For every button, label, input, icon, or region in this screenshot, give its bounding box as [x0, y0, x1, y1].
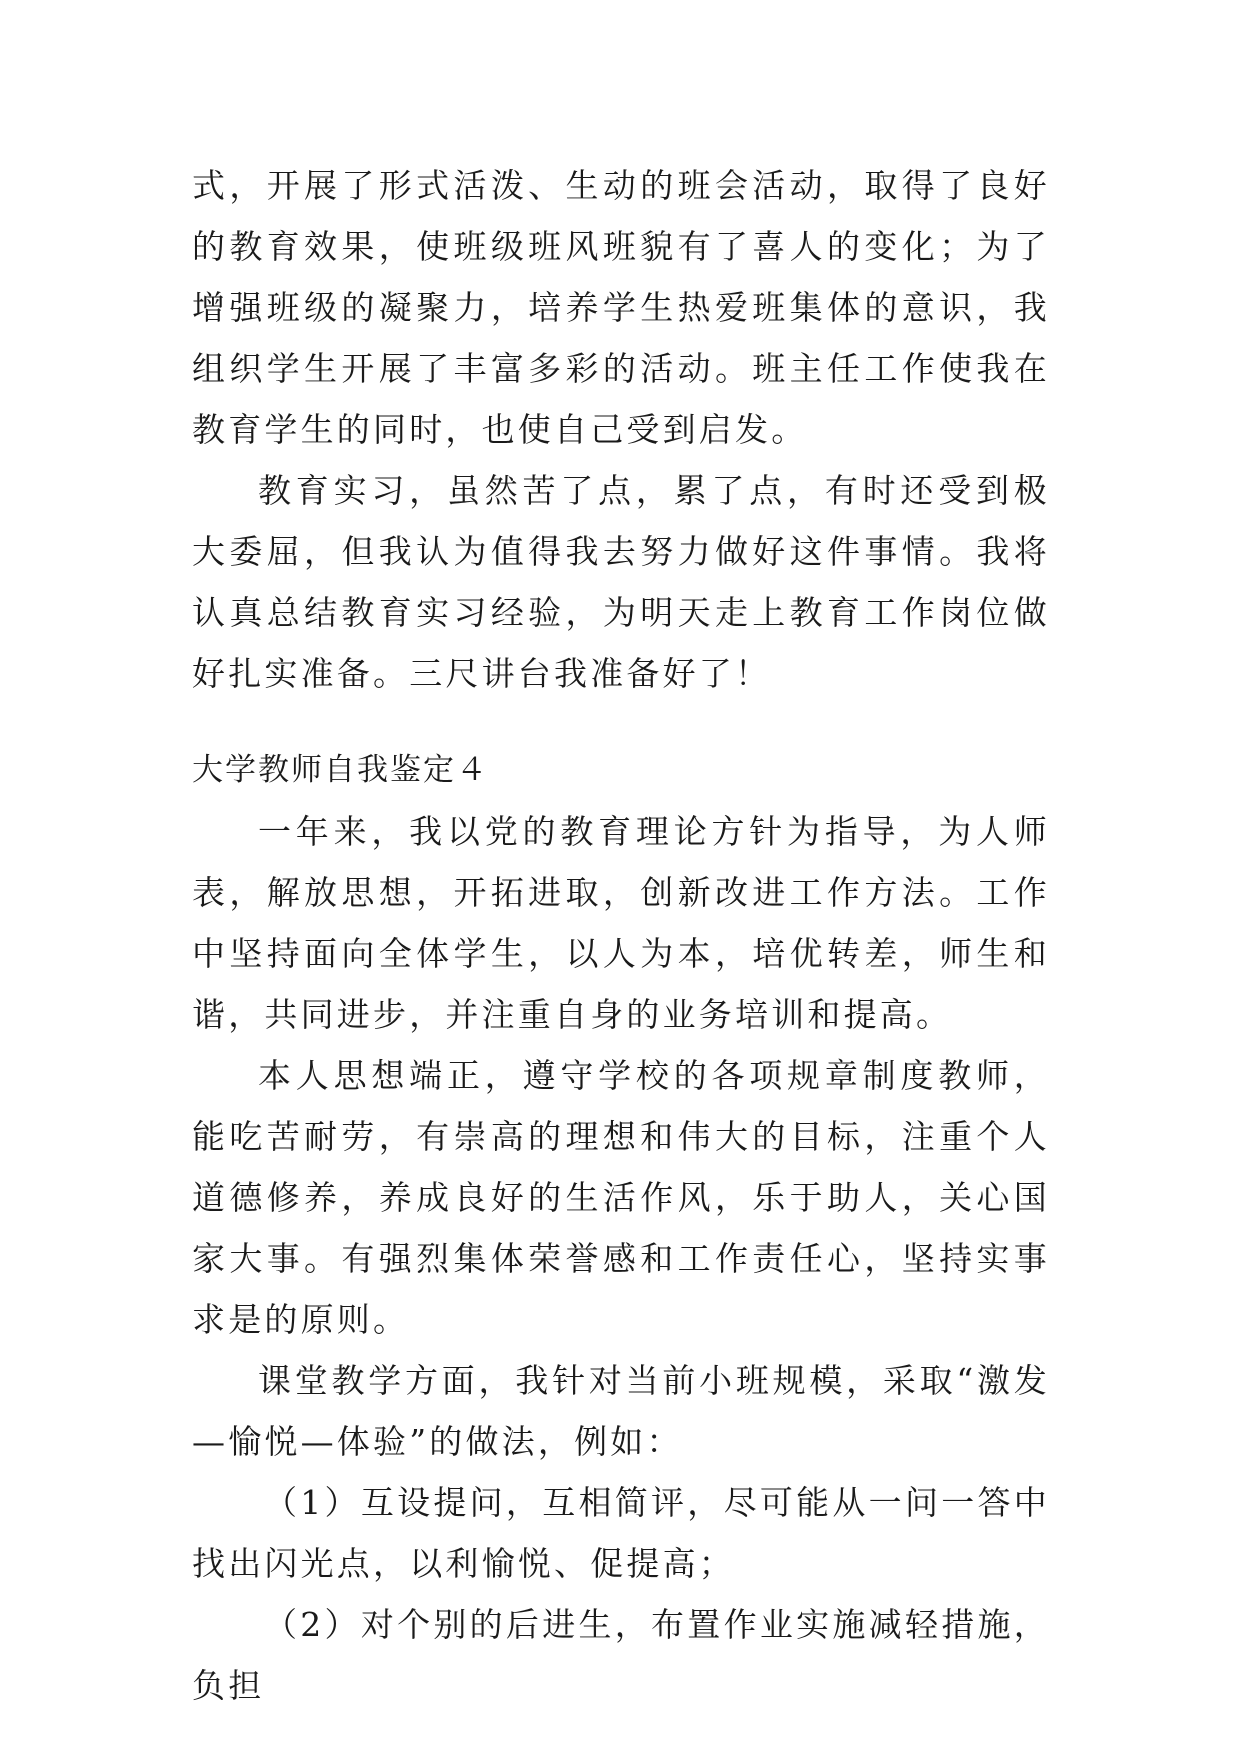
- document-body: [192, 155, 1050, 1716]
- section-heading: 大学教师自我鉴定４: [192, 752, 489, 788]
- paragraph-internship-summary: 教育实习，虽然苦了点，累了点，有时还受到极大委屈，但我认为值得我去努力做好这件事情。我将认真总结教育实习经验，为明天走上教育工作岗位做好扎实准备。三尺讲台我准备好了！: [192, 471, 1050, 693]
- paragraph-continuation: 式，开展了形式活泼、生动的班会活动，取得了良好的教育效果，使班级班风班貌有了喜人的变化；为了增强班级的凝聚力，培养学生热爱班集体的意识，我组织学生开展了丰富多彩的活动。班主任工作使我在教育学生的同时，也使自己受到启发。: [192, 166, 1050, 449]
- paragraph-conduct: 本人思想端正，遵守学校的各项规章制度教师，能吃苦耐劳，有崇高的理想和伟大的目标，注重个人道德修养，养成良好的生活作风，乐于助人，关心国家大事。有强烈集体荣誉感和工作责任心，坚持实事求是的原则。: [192, 1056, 1050, 1339]
- paragraph-year-review: 一年来，我以党的教育理论方针为指导，为人师表，解放思想，开拓进取，创新改进工作方法。工作中坚持面向全体学生，以人为本，培优转差，师生和谐，共同进步，并注重自身的业务培训和提高。: [192, 812, 1050, 1034]
- list-item-2: （2）对个别的后进生，布置作业实施减轻措施，负担: [192, 1605, 1050, 1705]
- list-item-1: （1）互设提问，互相简评，尽可能从一问一答中找出闪光点，以利愉悦、促提高；: [192, 1483, 1050, 1583]
- paragraph-teaching-method: 课堂教学方面，我针对当前小班规模，采取“激发—愉悦—体验”的做法，例如：: [192, 1361, 1050, 1461]
